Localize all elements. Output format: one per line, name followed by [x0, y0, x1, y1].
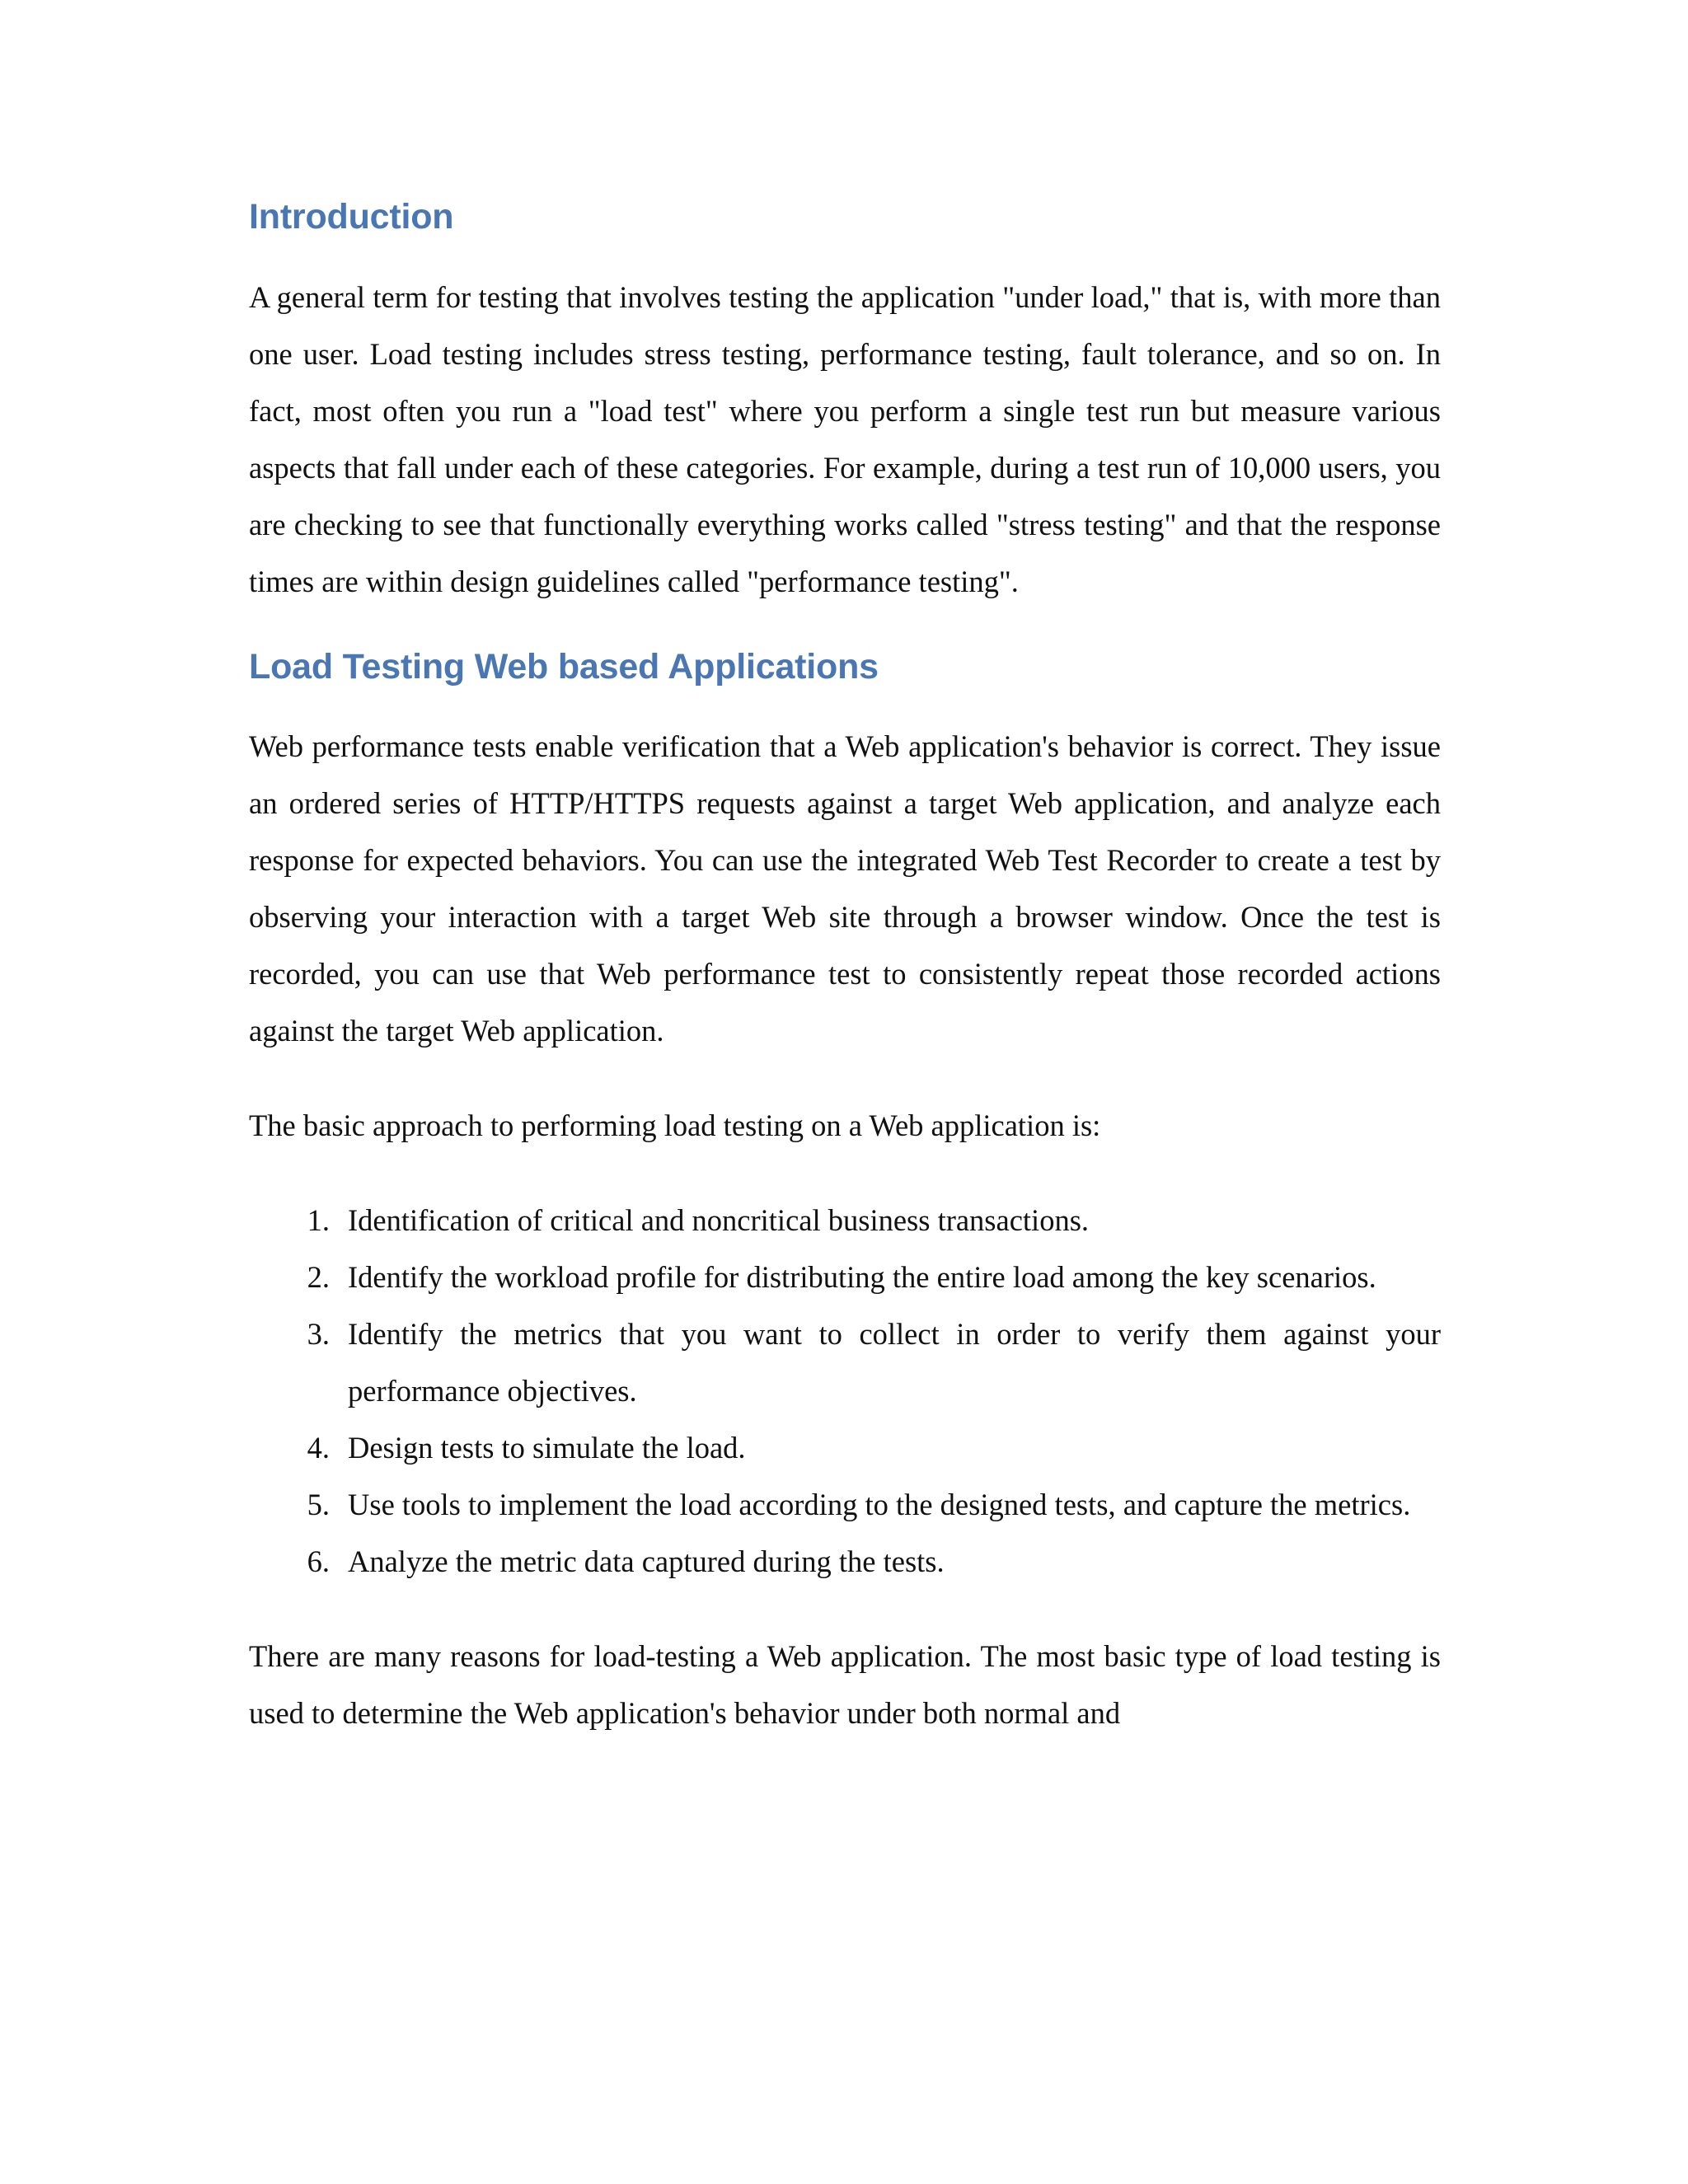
list-item-text: Analyze the metric data captured during the tests.	[348, 1544, 945, 1579]
list-item-number: 1.	[307, 1203, 330, 1238]
list-item	[249, 1533, 1441, 1590]
list-item-number: 4.	[307, 1431, 330, 1465]
list-item	[249, 1192, 1441, 1249]
list-item	[249, 1476, 1441, 1533]
load-testing-paragraph-3: There are many reasons for load-testing a Web application. The most basic type of load testing is used to determine the Web application's behavior under both normal and	[249, 1639, 1441, 1731]
load-testing-paragraph-2: The basic approach to performing load testing on a Web application is:	[249, 1108, 1101, 1143]
load-testing-paragraph-1: Web performance tests enable verification that a Web application's behavior is correct. They issue an ordered series of HTTP/HTTPS requests against a target Web application, and analyze each response for expected behaviors. You can use the integrated Web Test Recorder to create a test by observing your interaction with a target Web site through a browser window. Once the test is recorded, you can use that Web performance test to consistently repeat those recorded actions against the target Web application.	[249, 729, 1441, 1048]
list-item	[249, 1419, 1441, 1476]
introduction-heading: Introduction	[249, 197, 454, 237]
list-item-number: 5.	[307, 1488, 330, 1522]
list-item-text: Design tests to simulate the load.	[348, 1431, 746, 1465]
list-item-text: Identify the workload profile for distributing the entire load among the key scenarios.	[348, 1260, 1376, 1295]
list-item-text: Identification of critical and noncritical business transactions.	[348, 1203, 1090, 1238]
list-item-number: 6.	[307, 1544, 330, 1579]
list-item-text: Identify the metrics that you want to collect in order to verify them against your performance objectives.	[348, 1317, 1441, 1408]
document-page	[249, 196, 1441, 1741]
list-item-number: 2.	[307, 1260, 330, 1295]
list-item	[249, 1249, 1441, 1305]
list-item-number: 3.	[307, 1317, 330, 1352]
list-item	[249, 1305, 1441, 1419]
list-item-text: Use tools to implement the load according to the designed tests, and capture the metrics.	[348, 1488, 1411, 1522]
introduction-paragraph: A general term for testing that involves testing the application "under load," that is, with more than one user. Load testing includes stress testing, performance testing, fault tolerance, and so on. In fact, most often you run a "load test" where you perform a single test run but measure various aspects that fall under each of these categories. For example, during a test run of 10,000 users, you are checking to see that functionally everything works called "stress testing" and that the response times are within design guidelines called "performance testing".	[249, 279, 1441, 598]
load-testing-heading: Load Testing Web based Applications	[249, 646, 879, 687]
approach-steps-list	[249, 1192, 1441, 1590]
